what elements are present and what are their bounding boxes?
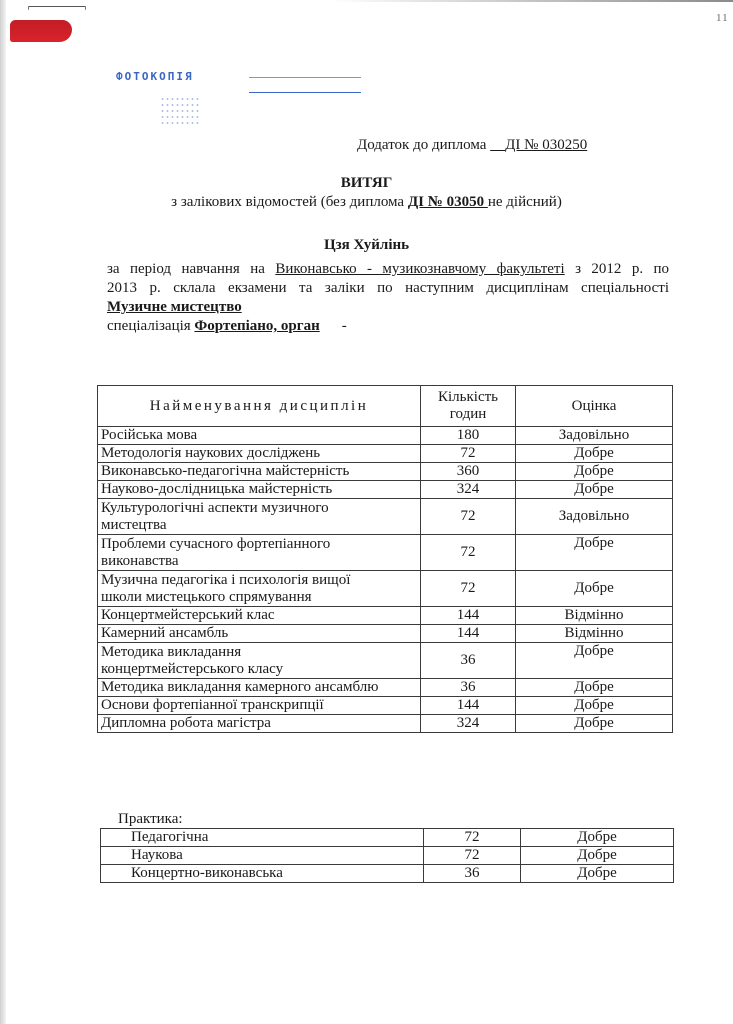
table-row: Методика викладання камерного ансамблю 36 Добре	[98, 679, 673, 697]
header-grade: Оцінка	[516, 386, 673, 427]
document-title: ВИТЯГ	[340, 175, 393, 191]
specialization-name: Фортепіано, орган	[194, 318, 320, 334]
red-binding-tab	[10, 20, 72, 42]
header-hours: Кількість годин	[421, 386, 516, 427]
table-row: Науково-дослідницька майстерність 324 Добре	[98, 481, 673, 499]
table-row: Методологія наукових досліджень 72 Добре	[98, 445, 673, 463]
page-corner-mark: 11	[716, 12, 729, 24]
table-row: Проблеми сучасного фортепіанного виконавства 72 Добре	[98, 535, 673, 571]
header-discipline: Найменування дисциплін	[98, 386, 421, 427]
table-row: Культурологічні аспекти музичного мистецтва 72 Задовільно	[98, 499, 673, 535]
grades-table	[97, 385, 673, 733]
stamp-speckle	[160, 96, 200, 126]
scan-edge-left	[0, 0, 6, 1024]
table-row: Музична педагогіка і психологія вищої школи мистецького спрямування 72 Добре	[98, 571, 673, 607]
table-header-row	[98, 386, 673, 427]
diploma-number: ДІ № 03050	[407, 194, 488, 210]
diploma-addendum-reference	[357, 136, 587, 154]
scan-edge-top	[330, 0, 733, 2]
paragraph-line-1: за період навчання на Виконавсько - музикознавчому факультеті з 2012 р. по	[107, 261, 670, 277]
table-row: Дипломна робота магістра 324 Добре	[98, 715, 673, 733]
practice-table	[100, 828, 674, 883]
table-row: Наукова 72 Добре	[101, 847, 674, 865]
study-period-paragraph	[107, 260, 669, 336]
table-row: Виконавсько-педагогічна майстерність 360 Добре	[98, 463, 673, 481]
faculty-name: Виконавсько - музикознавчому факультеті	[275, 261, 565, 277]
table-row: Методика викладання концертмейстерського класу 36 Добре	[98, 643, 673, 679]
table-row: Російська мова 180 Задовільно	[98, 427, 673, 445]
table-row: Педагогічна 72 Добре	[101, 829, 674, 847]
addendum-number: ДІ № 030250	[505, 137, 588, 153]
stamp-line	[249, 77, 361, 78]
staple-mark	[28, 6, 86, 10]
photocopy-stamp: ФОТОКОПІЯ	[116, 70, 194, 83]
specialty-name: Музичне мистецтво	[107, 299, 242, 315]
table-row: Концертно-виконавська 36 Добре	[101, 865, 674, 883]
table-row: Концертмейстерський клас 144 Відмінно	[98, 607, 673, 625]
table-row: Камерний ансамбль 144 Відмінно	[98, 625, 673, 643]
stamp-line	[249, 92, 361, 93]
practice-label: Практика:	[118, 811, 183, 827]
student-name: Цзя Хуйлінь	[323, 237, 410, 253]
addendum-label: Додаток до диплома	[357, 137, 487, 153]
document-subtitle: з залікових відомостей (без диплома ДІ № 03050 не дійсний)	[171, 194, 562, 210]
paragraph-line-2: 2013 р. склала екзамени та заліки по наступним дисциплінам спеціальності	[107, 280, 669, 296]
table-row: Основи фортепіанної транскрипції 144 Добре	[98, 697, 673, 715]
specialization-line: спеціалізація Фортепіано, орган -	[107, 318, 347, 334]
